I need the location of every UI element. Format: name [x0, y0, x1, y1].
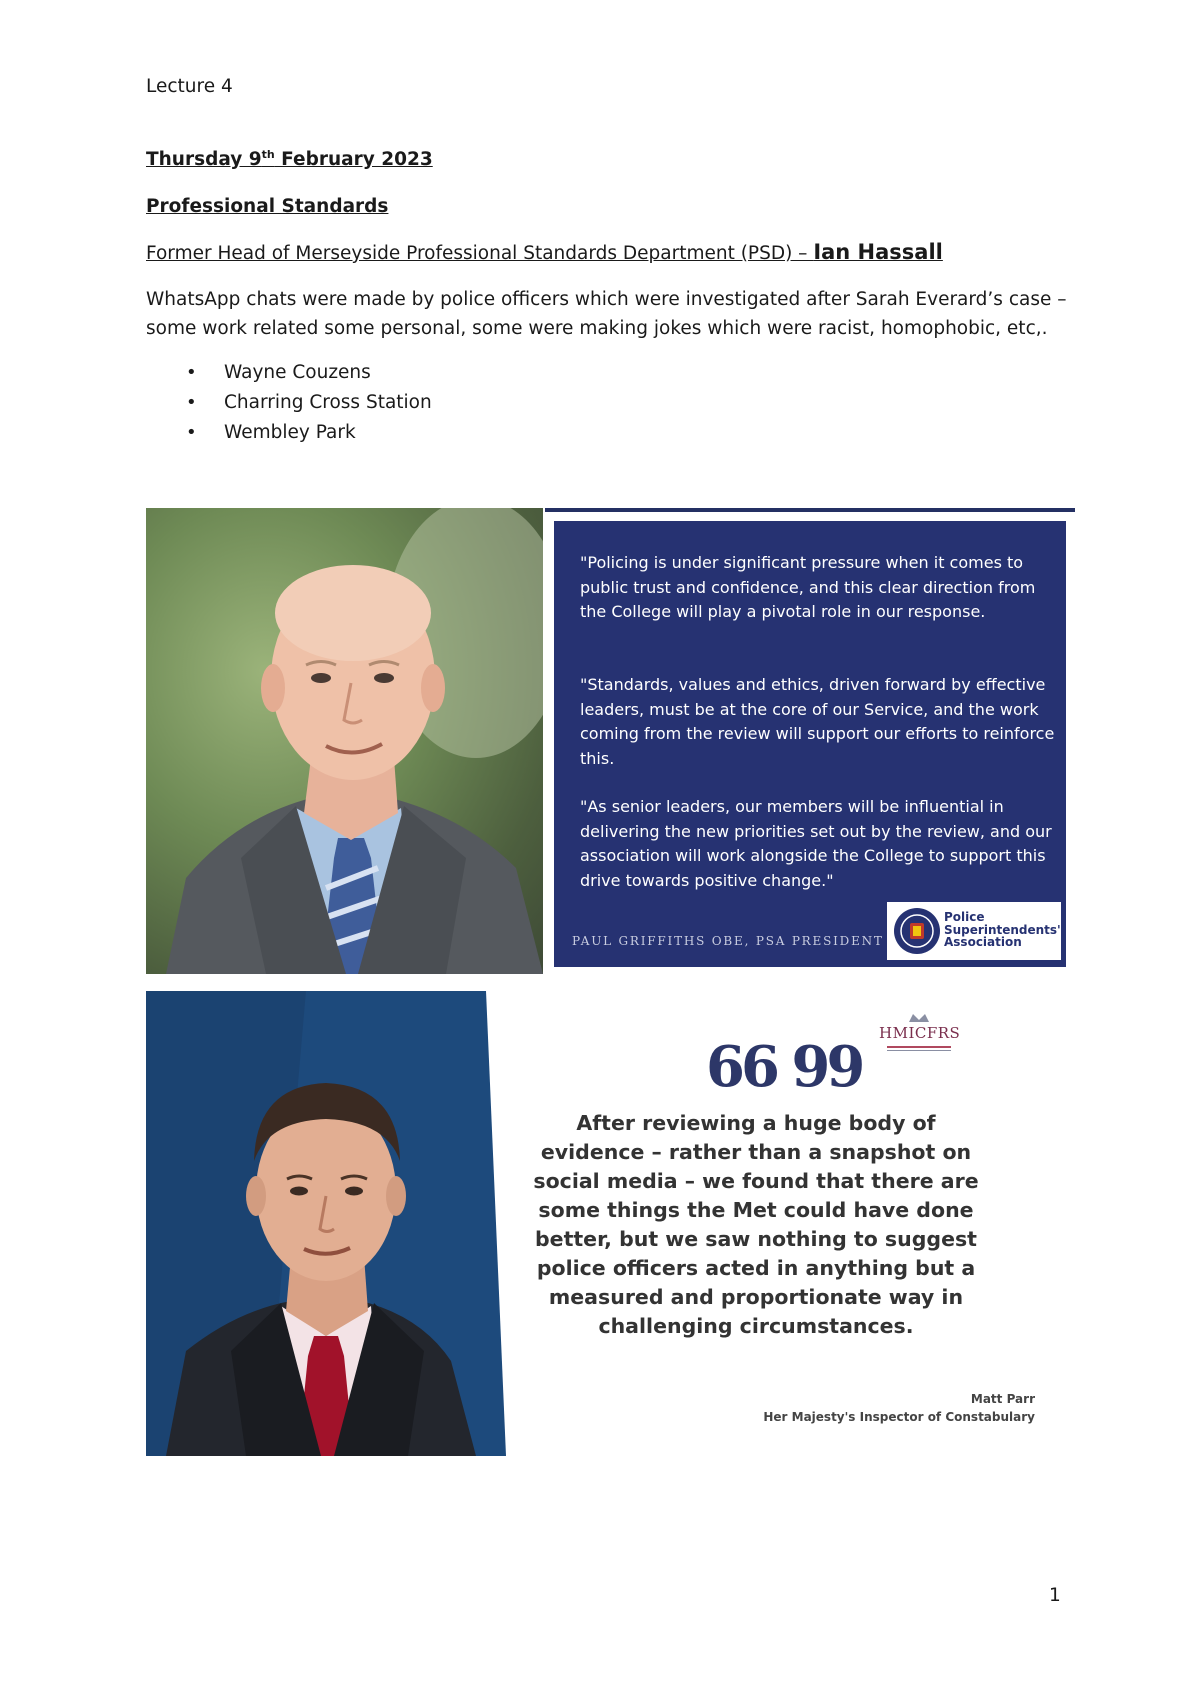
list-item: • Wayne Couzens — [146, 358, 432, 388]
list-item: • Charring Cross Station — [146, 388, 432, 418]
psa-logo — [887, 902, 1061, 960]
date-ordinal: th — [261, 147, 275, 161]
psa-logo-text: Police Superintendents' Association — [944, 910, 1061, 949]
hmicfrs-quote-text: After reviewing a huge body of evidence – rather than a snapshot on social media – we found that there are some things the Met could have done better, but we saw nothing to suggest police officers acted in anything but a measured and proportionate way in challenging circumstances. — [533, 1111, 979, 1338]
crest-icon — [892, 906, 942, 956]
former-head-line — [146, 238, 943, 268]
quote-author-name: Matt Parr — [970, 1392, 1035, 1406]
date-day: Thursday 9 — [146, 149, 262, 170]
psa-president-photo — [146, 508, 543, 974]
quote-paragraph: "As senior leaders, our members will be influential in delivering the new priorities set out by the review, and our association will work alongside the College to support this drive towards positive change." — [580, 797, 1052, 890]
inspector-photo — [146, 991, 506, 1456]
former-head-text: Former Head of Merseyside Professional Standards Department (PSD) – — [146, 243, 814, 264]
page-number: 1 — [1049, 1585, 1061, 1606]
body-paragraph: WhatsApp chats were made by police officers which were investigated after Sarah Everard’s case – some work related some personal, some were making jokes which were racist, homophobic, etc,. — [146, 289, 1067, 339]
hmicfrs-quote-figure — [146, 991, 1075, 1456]
quote-paragraph: "Standards, values and ethics, driven forward by effective leaders, must be at the core of our Service, and the work coming from the review will support our efforts to reinforce this. — [580, 675, 1055, 768]
quote-author-role: Her Majesty's Inspector of Constabulary — [763, 1410, 1035, 1424]
quote-panel — [554, 521, 1066, 967]
bullet-list — [146, 358, 432, 448]
date-month-year: February 2023 — [274, 149, 433, 170]
quote-attribution: PAUL GRIFFITHS OBE, PSA PRESIDENT — [572, 934, 884, 948]
hmicfrs-logo — [879, 1012, 959, 1056]
quote-marks: 66 99 — [706, 1034, 862, 1100]
top-rule — [545, 508, 1075, 512]
former-head-name: Ian Hassall — [813, 240, 943, 264]
man-portrait-illustration — [146, 508, 543, 974]
psa-quote-card — [545, 508, 1075, 974]
list-item: • Wembley Park — [146, 418, 432, 448]
psa-quote-figure — [146, 508, 1075, 974]
lecture-date — [146, 146, 433, 174]
hmicfrs-logo-text: HMICFRS — [879, 1024, 961, 1042]
quote-paragraph: "Policing is under significant pressure when it comes to public trust and confidence, and this clear direction from the College will play a pivotal role in our response. — [580, 553, 1036, 621]
lecture-label: Lecture 4 — [146, 76, 233, 97]
section-heading: Professional Standards — [146, 196, 389, 217]
